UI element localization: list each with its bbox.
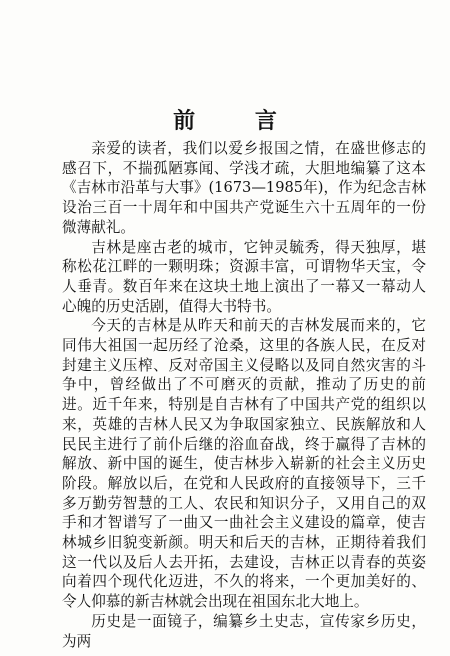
paragraph-3: 今天的吉林是从昨天和前天的吉林发展而来的，它同伟大祖国一起历经了沧桑，这里的各族人民，在反对封建主义压榨、反对帝国主义侵略以及同自然灾害的斗争中，曾经做出了不可磨灭的贡献，推动了历史的前进。近千年来，特别是自吉林有了中国共产党的组织以来，英雄的吉林人民又为争取国家独立、民族解放和人民民主进行了前仆后继的浴血奋战，终于赢得了吉林的解放、新中国的诞生，使吉林步入崭新的社会主义历史阶段。解放以后，在党和人民政府的直接领导下，三千多万勤劳智慧的工人、农民和知识分子，又用自己的双手和才智谱写了一曲又一曲社会主义建设的篇章，使吉林城乡旧貌变新颜。明天和后天的吉林，正期待着我们这一代以及后人去开拓，去建设，吉林正以青春的英姿向着四个现代化迈进，不久的将来，一个更加美好的、令人仰慕的新吉林就会出现在祖国东北大地上。 (62, 317, 426, 611)
paragraph-1: 亲爱的读者，我们以爱乡报国之情，在盛世修志的感召下，不揣孤陋寡闻、学浅才疏，大胆地编纂了这本《吉林市沿革与大事》(1673—1985年)，作为纪念吉林设治三百一十周年和中国共产党诞生六十五周年的一份微薄献礼。 (62, 140, 426, 236)
preface-body (62, 139, 426, 651)
page-title: 前 言 (173, 108, 303, 134)
paragraph-2: 吉林是座古老的城市，它钟灵毓秀，得天独厚，堪称松花江畔的一颗明珠；资源丰富，可谓物华天宝，令人垂青。数百年来在这块土地上演出了一幕又一幕动人心魄的历史活剧，值得大书特书。 (62, 238, 426, 315)
paragraph-4: 历史是一面镜子，编纂乡土史志，宣传家乡历史，为两 (62, 612, 426, 650)
